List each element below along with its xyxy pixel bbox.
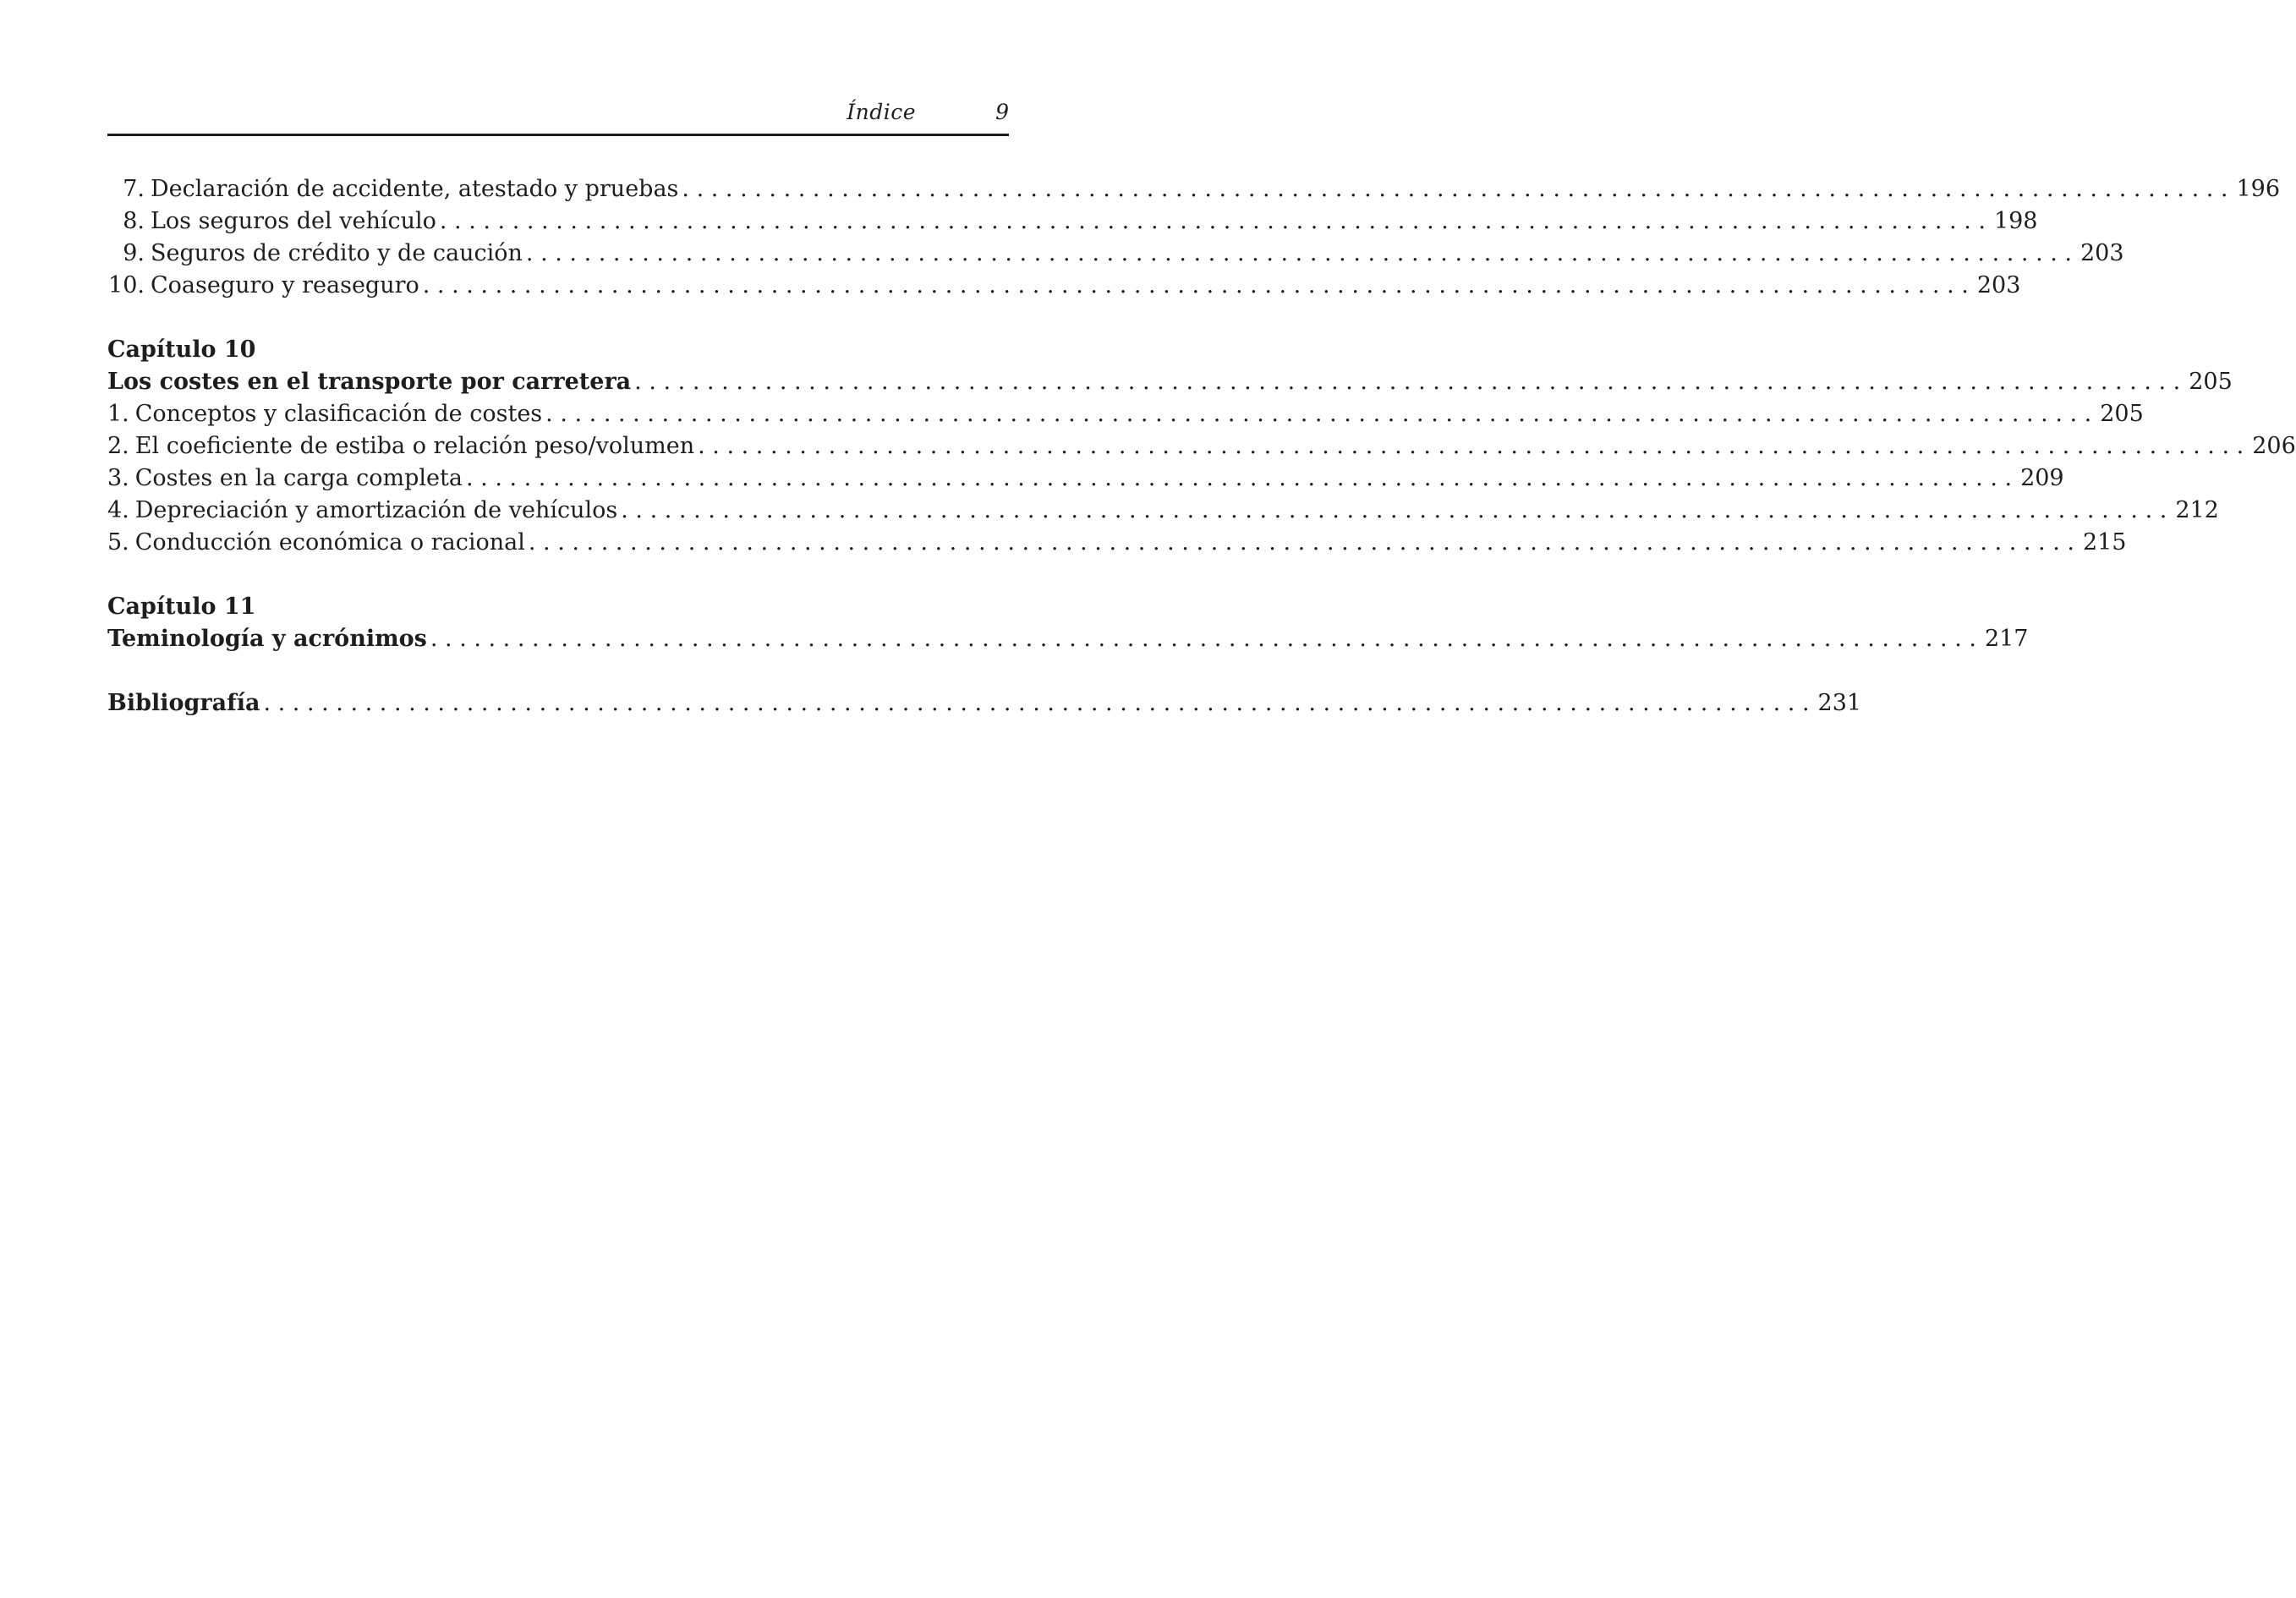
chapter-title-entry[interactable] <box>107 623 2029 655</box>
toc-entry-title: Coaseguro y reaseguro <box>151 272 419 298</box>
bibliography-title: Bibliografía <box>107 690 260 716</box>
toc-entry-page: 206 <box>2252 433 2296 459</box>
chapter-label: Capítulo 10 <box>107 337 256 363</box>
section-gap <box>107 559 1009 591</box>
dot-leader <box>423 270 1969 302</box>
toc-entry-page: 215 <box>2082 529 2127 555</box>
toc-entry-number: 1. <box>107 401 129 427</box>
toc-entry[interactable] <box>107 430 2296 462</box>
toc-entry-number: 2. <box>107 433 129 459</box>
dot-leader <box>529 527 2074 559</box>
toc-entry-page: 203 <box>2080 240 2124 266</box>
toc-entry-title: Conducción económica o racional <box>134 529 525 555</box>
section-gap <box>107 302 1009 334</box>
chapter-title-entry[interactable] <box>107 366 2233 398</box>
toc-entry-number: 5. <box>107 529 129 555</box>
toc-entry-number: 4. <box>107 497 129 523</box>
running-header <box>107 100 1009 136</box>
toc-entry-title: Declaración de accidente, atestado y pruebas <box>151 176 679 202</box>
bibliography-page: 231 <box>1817 690 1862 716</box>
toc-entry-page: 203 <box>1976 272 2021 298</box>
toc-entry[interactable] <box>107 495 2219 527</box>
toc-entry[interactable] <box>107 205 2038 238</box>
toc-entry-page: 196 <box>2236 176 2281 202</box>
toc-entry-page: 209 <box>2020 465 2064 491</box>
toc-entry[interactable] <box>107 398 2144 430</box>
dot-leader <box>621 495 2167 527</box>
toc-entry[interactable] <box>107 238 2124 270</box>
dot-leader <box>430 623 1976 655</box>
toc-entry-page: 198 <box>1993 208 2038 234</box>
dot-leader <box>545 398 2091 430</box>
chapter-page: 217 <box>1984 626 2029 652</box>
toc-entry-title: Seguros de crédito y de caución <box>151 240 523 266</box>
toc-entry[interactable] <box>107 462 2064 495</box>
toc-entry-number: 10. <box>108 272 145 298</box>
toc-entry-title: Costes en la carga completa <box>134 465 463 491</box>
toc-entry-page: 212 <box>2175 497 2219 523</box>
toc-entry-title: Depreciación y amortización de vehículos <box>134 497 618 523</box>
bibliography-entry[interactable] <box>107 687 1862 720</box>
dot-leader <box>682 173 2228 205</box>
toc-entry-title: Los seguros del vehículo <box>151 208 436 234</box>
toc-entry-number: 9. <box>123 240 145 266</box>
table-of-contents <box>107 173 2296 720</box>
chapter-label: Capítulo 11 <box>107 594 256 620</box>
toc-entry-title: Conceptos y clasificación de costes <box>134 401 543 427</box>
chapter-title: Teminología y acrónimos <box>107 626 427 652</box>
toc-entry[interactable] <box>107 527 2127 559</box>
section-gap <box>107 655 1009 687</box>
toc-entry[interactable] <box>107 270 2021 302</box>
dot-leader <box>466 462 2012 495</box>
dot-leader <box>698 430 2244 462</box>
header-page-number: 9 <box>995 100 1009 124</box>
dot-leader <box>263 687 1809 720</box>
toc-entry-title: El coeficiente de estiba o relación peso/volumen <box>134 433 695 459</box>
toc-entry-number: 8. <box>123 208 145 234</box>
dot-leader <box>440 205 1986 238</box>
toc-entry[interactable] <box>107 173 2281 205</box>
toc-entry-number: 7. <box>123 176 145 202</box>
toc-entry-page: 205 <box>2100 401 2144 427</box>
dot-leader <box>526 238 2072 270</box>
header-section-title: Índice <box>847 100 916 124</box>
chapter-page: 205 <box>2189 369 2233 395</box>
chapter-title: Los costes en el transporte por carretera <box>107 369 632 395</box>
dot-leader <box>634 366 2180 398</box>
toc-entry-number: 3. <box>107 465 129 491</box>
